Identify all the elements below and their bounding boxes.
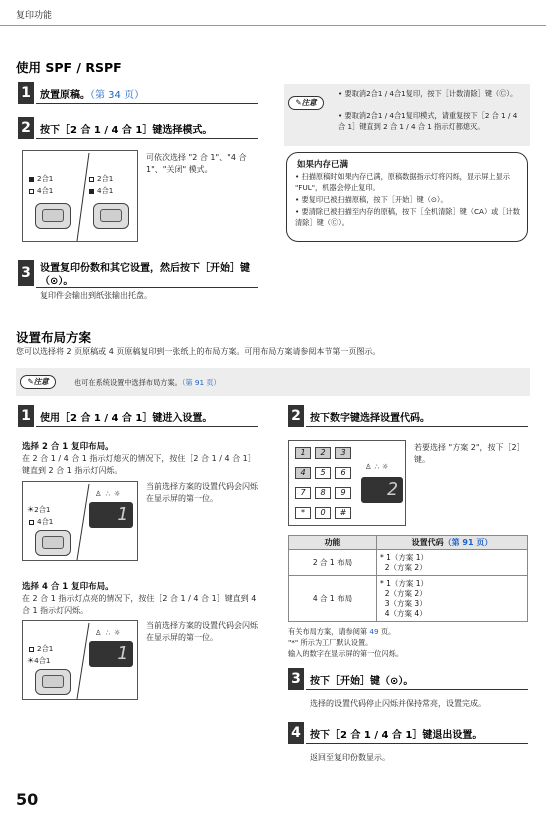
section-title: 复印功能: [16, 11, 53, 21]
layout-intro: 您可以选择将 2 页原稿或 4 页原稿复印到一张纸上的布局方案。可用布局方案请参阅本节第一页图示。: [16, 347, 381, 356]
layout-step-2-desc: 若要选择 "方案 2"，按下［2］键。: [414, 443, 525, 464]
sel4-led-4in1-blinking: ☀4合1: [27, 656, 51, 665]
keypad-key-1[interactable]: 1: [295, 447, 311, 459]
row-2in1-func: 2 合 1 布局: [289, 550, 377, 576]
step-3-title: 设置复印份数和其它设置，然后按下［开始］键（⊙）。: [40, 263, 250, 287]
panel-a-2in1-key[interactable]: [35, 203, 71, 229]
sel2-lcd-display: [89, 502, 133, 528]
table-header-code: 设置代码（第 91 页）: [377, 536, 528, 550]
mode-panel-illustration: [22, 150, 138, 242]
divider-lines: [23, 151, 139, 243]
sel2-2in1-key[interactable]: [35, 530, 71, 556]
select-2in1-desc: 在 2 合 1 / 4 合 1 指示灯熄灭的情况下，按住［2 合 1 / 4 合 1］键直到 2 合 1 指示灯闪烁。: [22, 454, 256, 475]
panel-a-led-4in1: [29, 185, 53, 196]
layout-step-4-title: 按下［2 合 1 / 4 合 1］键退出设置。: [310, 730, 483, 741]
keypad-lcd-display: [361, 477, 403, 503]
step-1-title-text: 放置原稿。: [40, 90, 90, 101]
step-3-description: 复印件会输出到纸张输出托盘。: [40, 291, 152, 300]
memory-item-3: • 要清除已被扫描至内存的原稿，按下［全机清除］键（CA）或［计数清除］键（Ⓒ）。: [295, 207, 520, 227]
keypad-key-4[interactable]: 4: [295, 467, 311, 479]
keypad-key-9[interactable]: 9: [335, 487, 351, 499]
select-4in1-desc: 在 2 合 1 指示灯点亮的情况下，按住［2 合 1 / 4 合 1］键直到 4 合 1 指示灯闪烁。: [22, 594, 257, 615]
step-2-description: 可依次选择 "2 合 1"、"4 合 1"、"关闭" 模式。: [146, 153, 247, 174]
keypad-key-2[interactable]: 2: [315, 447, 331, 459]
sel4-2in1-key[interactable]: [35, 669, 71, 695]
footnote-1: 有关布局方案，请参阅第 49 页。: [288, 627, 396, 636]
step-2-number: 2: [18, 117, 34, 139]
sel4-lcd-display: [89, 641, 133, 667]
sel4-led-2in1: 2合1: [29, 643, 53, 654]
table-page-link[interactable]: （第 91 页）: [443, 538, 493, 547]
step-1-title: [40, 86, 144, 101]
layout-step-1-number: 1: [18, 405, 34, 427]
panel-b-led-4in1: [89, 185, 113, 196]
setting-codes-table: [288, 535, 528, 622]
keypad-key-8[interactable]: 8: [315, 487, 331, 499]
row-4in1-func: 4 合 1 布局: [289, 576, 377, 622]
keypad-lcd-digit: 2: [387, 479, 398, 500]
memory-full-title: 如果内存已满: [297, 160, 349, 170]
panel-b-label-2in1: 2合1: [97, 174, 114, 183]
panel-a-label-4in1: 4合1: [37, 186, 54, 195]
header-bar: [0, 0, 546, 26]
sel2-lcd-digit: 1: [117, 504, 128, 525]
select-2in1-title: 选择 2 合 1 复印布局。: [22, 442, 114, 452]
footnote-2: "*" 所示为工厂默认设置。: [288, 638, 373, 647]
keypad-key-0[interactable]: 0: [315, 507, 331, 519]
select-2in1-desc2: 当前选择方案的设置代码会闪烁在显示屏的第一位。: [146, 482, 258, 503]
keypad-key-star[interactable]: *: [295, 507, 311, 519]
spf-note-box: [284, 84, 530, 146]
layout-step-2-title: 按下数字键选择设置代码。: [310, 413, 430, 424]
layout-step-3-number: 3: [288, 668, 304, 690]
row-4in1-codes: * 1（方案 1） 2（方案 2） 3（方案 3） 4（方案 4）: [377, 576, 528, 622]
table-row: [289, 550, 528, 576]
step-1-page-link[interactable]: （第 34 页）: [90, 90, 145, 101]
keypad-key-3[interactable]: 3: [335, 447, 351, 459]
sel2-led-2in1-blinking: ☀2合1: [27, 505, 51, 514]
layout-step-3-desc: 选择的设置代码停止闪烁并保持常亮，设置完成。: [310, 699, 486, 708]
layout-note-page-link[interactable]: （第 91 页）: [181, 378, 221, 387]
spf-title: 使用 SPF / RSPF: [16, 60, 122, 75]
layout-step-4-desc: 返回至复印份数显示。: [310, 753, 390, 762]
note-label: ✎注意: [288, 96, 324, 110]
sel4-lcd-digit: 1: [117, 643, 128, 664]
layout-note-label: ✎注意: [20, 375, 56, 389]
footnote-page-link[interactable]: 49: [369, 627, 379, 636]
table-header-function: 功能: [289, 536, 377, 550]
panel-b-label-4in1: 4合1: [97, 186, 114, 195]
sel2-led-4in1: 4合1: [29, 516, 53, 527]
note-item-2: • 要取消2合1 / 4合1复印模式，请重复按下［2 合 1 / 4 合 1］键直到 2 合 1 / 4 合 1 指示灯都熄灭。: [338, 111, 518, 131]
panel-b-led-2in1: [89, 173, 113, 184]
keypad-key-7[interactable]: 7: [295, 487, 311, 499]
layout-note-box: [16, 368, 530, 396]
table-row: [289, 576, 528, 622]
keypad-key-5[interactable]: 5: [315, 467, 331, 479]
select-4in1-title: 选择 4 合 1 复印布局。: [22, 582, 114, 592]
layout-step-4-number: 4: [288, 722, 304, 744]
layout-step-1-title: 使用［2 合 1 / 4 合 1］键进入设置。: [40, 413, 213, 424]
numeric-keypad-panel: [288, 440, 406, 526]
keypad-key-6[interactable]: 6: [335, 467, 351, 479]
keypad-status-icons: ♙∴☼: [365, 462, 392, 471]
select-2in1-panel: [22, 481, 138, 561]
layout-title: 设置布局方案: [16, 330, 92, 345]
row-2in1-codes: * 1（方案 1） 2（方案 2）: [377, 550, 528, 576]
layout-step-2-number: 2: [288, 405, 304, 427]
step-2-title: 按下［2 合 1 / 4 合 1］键选择模式。: [40, 125, 213, 136]
memory-full-box: [286, 152, 528, 242]
memory-item-1: • 扫描原稿时如果内存已满，原稿数据指示灯将闪烁，显示屏上显示 "FUL"，机器会停止复印。: [295, 172, 510, 192]
footnote-3: 输入的数字在显示屏的第一位闪烁。: [288, 649, 404, 658]
layout-step-3-title: 按下［开始］键（⊙）。: [310, 676, 414, 687]
step-1-number: 1: [18, 82, 34, 104]
sel4-status-icons: ♙∴☼: [95, 628, 125, 637]
panel-a-label-2in1: 2合1: [37, 174, 54, 183]
note-item-1: • 要取消2合1 / 4合1复印，按下［计数清除］键（Ⓒ）。: [338, 89, 518, 98]
panel-a-led-2in1: [29, 173, 53, 184]
page-number: 50: [16, 790, 39, 809]
select-4in1-panel: [22, 620, 138, 700]
keypad-key-hash[interactable]: #: [335, 507, 351, 519]
step-3-number: 3: [18, 260, 34, 286]
layout-note-text: 也可在系统设置中选择布局方案。（第 91 页）: [74, 378, 221, 387]
sel2-status-icons: ♙∴☼: [95, 489, 125, 498]
select-4in1-desc2: 当前选择方案的设置代码会闪烁在显示屏的第一位。: [146, 621, 258, 642]
table-footnotes: [288, 626, 528, 659]
memory-item-2: • 要复印已被扫描原稿，按下［开始］键（⊙）。: [295, 195, 448, 204]
panel-b-2in1-key[interactable]: [93, 203, 129, 229]
